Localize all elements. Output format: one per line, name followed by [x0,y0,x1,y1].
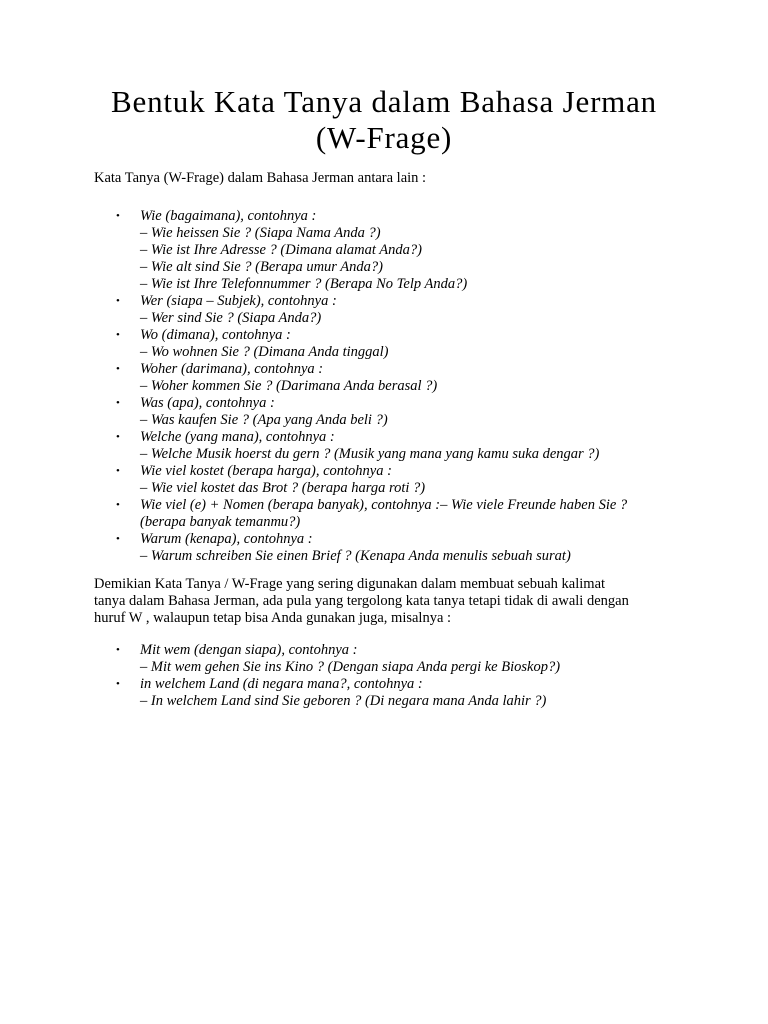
list-item-heading: Wie viel kostet (berapa harga), contohnya : [140,463,392,479]
title-line-2: (W-Frage) [315,120,453,155]
bullet-icon: • [116,465,120,477]
list-item [94,497,627,531]
example-line: (berapa banyak temanmu?) [140,514,301,530]
list-item-heading: Wie viel (e) + Nomen (berapa banyak), contohnya :– Wie viele Freunde haben Sie ? [140,497,628,513]
list-item [94,395,627,429]
list-item [94,531,627,565]
example-line: – Wie ist Ihre Telefonnummer ? (Berapa No Telp Anda?) [140,276,468,292]
paragraph-line: Demikian Kata Tanya / W-Frage yang sering digunakan dalam membuat sebuah kalimat [94,576,606,592]
example-line: – Wie alt sind Sie ? (Berapa umur Anda?) [140,259,383,275]
page-title [60,84,708,156]
example-line: – Welche Musik hoerst du gern ? (Musik yang mana yang kamu suka dengar ?) [140,446,600,462]
summary-paragraph [94,576,684,627]
bullet-icon: • [116,499,120,511]
list-item-heading: Warum (kenapa), contohnya : [140,531,313,547]
bullet-icon: • [116,397,120,409]
bullet-icon: • [116,329,120,341]
title-line-1: Bentuk Kata Tanya dalam Bahasa Jerman [111,84,657,119]
example-line: – Was kaufen Sie ? (Apa yang Anda beli ?) [140,412,388,428]
bullet-icon: • [116,678,120,690]
list-item [94,208,627,293]
list-item [94,429,627,463]
other-question-list [94,642,560,710]
paragraph-line: tanya dalam Bahasa Jerman, ada pula yang tergolong kata tanya tetapi tidak di awali dengan [94,593,629,609]
example-line: – Mit wem gehen Sie ins Kino ? (Dengan siapa Anda pergi ke Bioskop?) [140,659,561,675]
list-item-heading: Wer (siapa – Subjek), contohnya : [140,293,337,309]
list-item [94,327,627,361]
example-line: – In welchem Land sind Sie geboren ? (Di negara mana Anda lahir ?) [140,693,547,709]
example-line: – Wie ist Ihre Adresse ? (Dimana alamat Anda?) [140,242,422,258]
question-word-list [94,208,627,565]
bullet-icon: • [116,363,120,375]
example-line: – Warum schreiben Sie einen Brief ? (Kenapa Anda menulis sebuah surat) [140,548,571,564]
bullet-icon: • [116,210,120,222]
example-line: – Wie viel kostet das Brot ? (berapa harga roti ?) [140,480,426,496]
paragraph-line: huruf W , walaupun tetap bisa Anda gunakan juga, misalnya : [94,610,452,626]
bullet-icon: • [116,533,120,545]
list-item-heading: Wo (dimana), contohnya : [140,327,291,343]
intro-text: Kata Tanya (W-Frage) dalam Bahasa Jerman antara lain : [94,170,427,186]
bullet-icon: • [116,431,120,443]
example-line: – Wer sind Sie ? (Siapa Anda?) [140,310,322,326]
example-line: – Wo wohnen Sie ? (Dimana Anda tinggal) [140,344,389,360]
example-line: – Woher kommen Sie ? (Darimana Anda berasal ?) [140,378,438,394]
list-item [94,463,627,497]
bullet-icon: • [116,644,120,656]
list-item-heading: Wie (bagaimana), contohnya : [140,208,317,224]
list-item [94,676,560,710]
list-item-heading: in welchem Land (di negara mana?, contohnya : [140,676,423,692]
list-item [94,293,627,327]
list-item [94,642,560,676]
bullet-icon: • [116,295,120,307]
list-item [94,361,627,395]
example-line: – Wie heissen Sie ? (Siapa Nama Anda ?) [140,225,381,241]
list-item-heading: Was (apa), contohnya : [140,395,275,411]
list-item-heading: Welche (yang mana), contohnya : [140,429,335,445]
list-item-heading: Woher (darimana), contohnya : [140,361,324,377]
list-item-heading: Mit wem (dengan siapa), contohnya : [140,642,358,658]
